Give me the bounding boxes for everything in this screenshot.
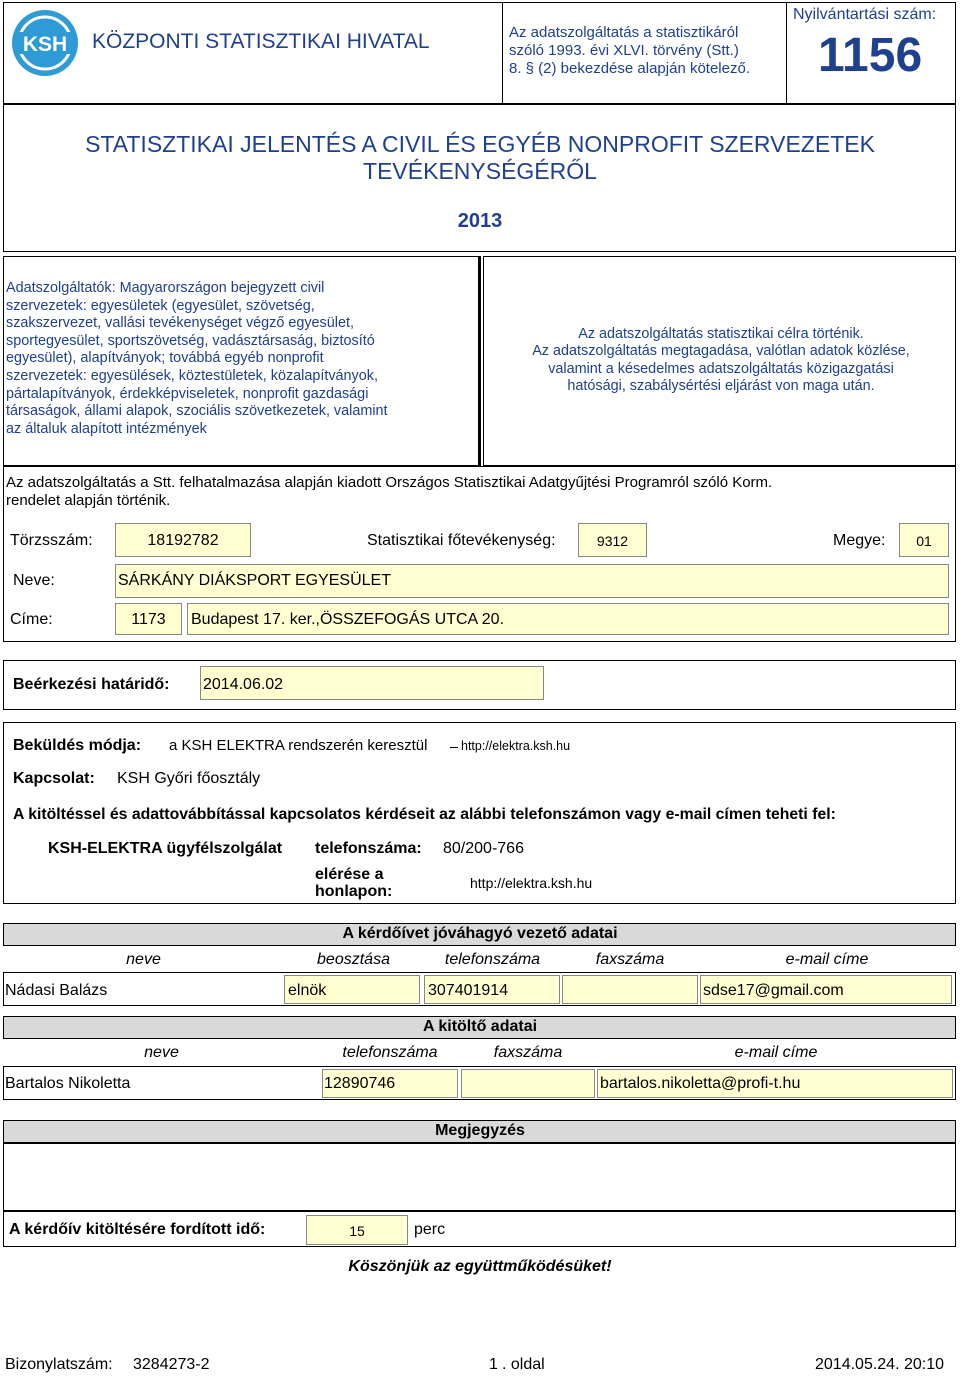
method-value: a KSH ELEKTRA rendszerén keresztül [169, 737, 428, 754]
notes-title: Megjegyzés [435, 1122, 525, 1139]
report-year: 2013 [457, 210, 503, 232]
approver-email-value: sdse17@gmail.com [703, 982, 844, 999]
approver-phone-value: 307401914 [428, 982, 509, 999]
title-line-2: TEVÉKENYSÉGÉRŐL [363, 158, 597, 184]
contact-label: Kapcsolat: [13, 770, 95, 787]
approver-header-email: e-mail címe [785, 951, 869, 968]
agency-name: KÖZPONTI STATISZTIKAI HIVATAL [92, 30, 430, 53]
providers-text: Adatszolgáltatók: Magyarországon bejegyzett civil szervezetek: egyesületek (egyesület, szövetség, szakszervezet, vallási tevékenységet végző egyesület, sportegyesület, sportszövetség, vadásztársaság, biztosító egyesület), alapítványok; továbbá egyéb nonprofit szervezetek: egyesülések, köztestületek, közalapítványok, pártalapítványok, érdekképviseletek, nonprofit gazdasági társaságok, állami alapok, szociális szövetkezetek, valamint az általuk alapított intézmények [6, 280, 388, 437]
registration-number: 1156 [818, 29, 923, 82]
receipt-label: Bizonylatszám: [5, 1356, 113, 1373]
method-url[interactable]: http://elektra.ksh.hu [461, 739, 571, 753]
service-label: KSH-ELEKTRA ügyfélszolgálat [48, 840, 283, 857]
torzsszam-label: Törzsszám: [10, 532, 93, 549]
approver-name-value: Nádasi Balázs [5, 982, 108, 999]
approver-header-position: beosztása [317, 951, 390, 968]
web-label-line-1: elérése a [315, 866, 384, 883]
approver-header-fax: faxszáma [595, 951, 665, 968]
page-label: . oldal [502, 1356, 545, 1373]
legal-line-3: 8. § (2) bekezdése alapján kötelező. [509, 60, 750, 77]
phone-value: 80/200-766 [443, 840, 524, 857]
registration-label: Nyilvántartási szám: [793, 6, 937, 23]
torzsszam-value: 18192782 [147, 532, 219, 549]
filler-header-name: neve [144, 1044, 179, 1061]
filler-header-email: e-mail címe [734, 1044, 818, 1061]
time-spent-value: 15 [349, 1223, 365, 1239]
time-spent-label: A kérdőív kitöltésére fordított idő: [9, 1221, 266, 1238]
svg-text:KSH: KSH [22, 33, 68, 56]
filler-phone-value: 12890746 [324, 1075, 396, 1092]
approver-header-name: neve [126, 951, 161, 968]
filler-fax-field[interactable] [461, 1069, 595, 1098]
title-line-1: STATISZTIKAI JELENTÉS A CIVIL ÉS EGYÉB NONPROFIT SZERVEZETEK [85, 131, 875, 157]
legal-line-2: szóló 1993. évi XLVI. törvény (Stt.) [509, 42, 739, 59]
method-label: Beküldés módja: [13, 737, 142, 754]
activity-label: Statisztikai főtevékenység: [367, 532, 556, 549]
header-divider-2 [786, 2, 787, 104]
deadline-value: 2014.06.02 [203, 676, 284, 693]
web-url[interactable]: http://elektra.ksh.hu [470, 875, 593, 891]
filler-name-value: Bartalos Nikoletta [5, 1075, 131, 1092]
time-spent-unit: perc [414, 1221, 446, 1238]
authorization-line-1: Az adatszolgáltatás a Stt. felhatalmazása alapján kiadott Országos Statisztikai Adatgyűjtési Programról szóló Korm. [6, 474, 773, 491]
help-text: A kitöltéssel és adattovábbítással kapcsolatos kérdéseit az alábbi telefonszámon vagy e-mail címen teheti fel: [13, 806, 836, 823]
ksh-logo [10, 8, 80, 78]
web-label-line-2: honlapon: [315, 883, 393, 900]
receipt-value: 3284273-2 [133, 1356, 210, 1373]
phone-label: telefonszáma: [315, 840, 422, 857]
data-use-notice: Az adatszolgáltatás statisztikai célra történik. Az adatszolgáltatás megtagadása, valótlan adatok közlése, valamint a késedelmes adatszolgáltatás közigazgatási hatósági, szabálysértési eljárást von maga után. [532, 326, 910, 395]
name-label: Neve: [13, 572, 55, 589]
activity-value: 9312 [596, 533, 629, 549]
county-value: 01 [916, 533, 932, 549]
notes-area[interactable] [3, 1143, 956, 1211]
postcode-value: 1173 [131, 611, 166, 628]
contact-value: KSH Győri főosztály [117, 770, 261, 787]
address-value: Budapest 17. ker.,ÖSSZEFOGÁS UTCA 20. [191, 611, 505, 628]
page-number: 1 [489, 1356, 498, 1373]
authorization-line-2: rendelet alapján történik. [6, 492, 171, 509]
approver-position-value: elnök [288, 982, 327, 999]
filler-header-phone: telefonszáma [342, 1044, 438, 1061]
address-label: Címe: [10, 611, 53, 628]
thanks-message: Köszönjük az együttműködésüket! [348, 1258, 612, 1275]
county-label: Megye: [833, 532, 886, 549]
approver-header-phone: telefonszáma [444, 951, 541, 968]
approver-section-title: A kérdőívet jóváhagyó vezető adatai [342, 925, 618, 942]
filler-section-title: A kitöltő adatai [422, 1018, 538, 1035]
method-dash [450, 747, 458, 748]
name-value: SÁRKÁNY DIÁKSPORT EGYESÜLET [118, 572, 391, 589]
legal-line-1: Az adatszolgáltatás a statisztikáról [509, 24, 739, 41]
header-divider-1 [502, 2, 503, 104]
filler-email-value: bartalos.nikoletta@profi-t.hu [600, 1075, 801, 1092]
approver-fax-field[interactable] [562, 975, 698, 1004]
deadline-label: Beérkezési határidő: [13, 676, 170, 693]
filler-header-fax: faxszáma [493, 1044, 563, 1061]
footer-timestamp: 2014.05.24. 20:10 [815, 1356, 945, 1373]
